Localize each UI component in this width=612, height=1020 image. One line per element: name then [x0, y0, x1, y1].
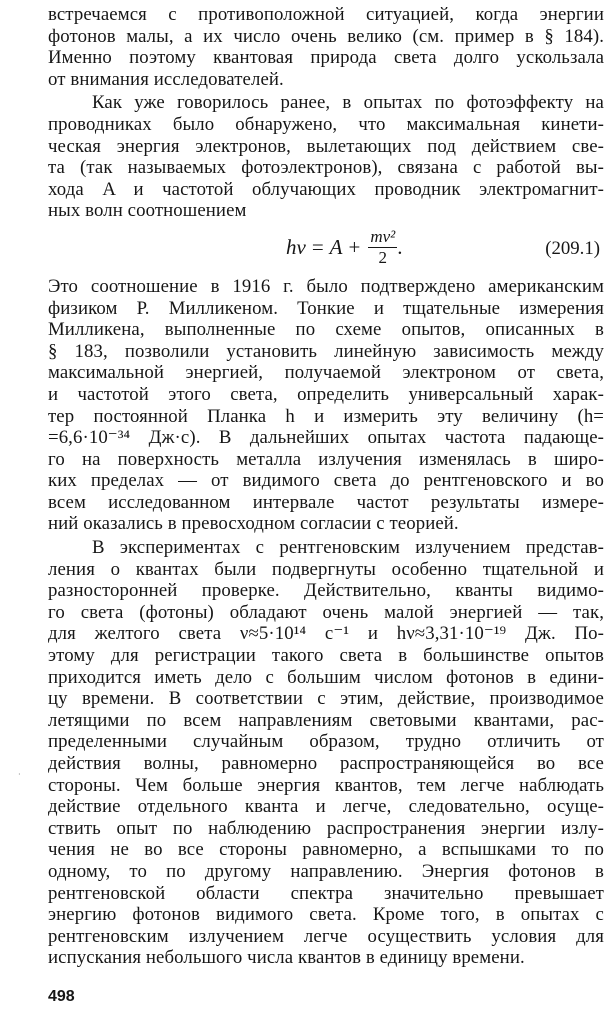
text-line: тер постоянной Планка h и измерить эту величину (h= — [48, 405, 604, 427]
text-line: хода A и частотой облучающих проводник электромагнит- — [48, 178, 604, 200]
paragraph-2 — [48, 92, 604, 222]
text-line: фотонов малы, а их число очень велико (см. пример в § 184). — [48, 25, 604, 47]
text-line: ствить опыт по наблюдению распространения энергии излу- — [48, 817, 604, 839]
margin-speck: · — [18, 770, 21, 779]
equation-block — [48, 222, 604, 276]
paragraph-3 — [48, 276, 604, 535]
text-line: энергию фотонов видимого света. Кроме того, в опытах с — [48, 904, 604, 926]
equation — [286, 228, 403, 267]
equation-term: A — [329, 234, 343, 259]
text-line: го света (фотоны) обладают очень малой энергией — так, — [48, 601, 604, 623]
equation-fraction — [368, 228, 397, 267]
text-line: § 183, позволили установить линейную зависимость между — [48, 340, 604, 362]
text-line: Именно поэтому квантовая природа света долго ускользала — [48, 47, 604, 69]
text-line: проводниках было обнаружено, что максимальная кинети- — [48, 113, 604, 135]
text-line: от внимания исследователей. — [48, 68, 284, 90]
text-line: го на поверхность металла излучения изменялась в широ- — [48, 448, 604, 470]
text-line: Это соотношение в 1916 г. было подтверждено американским — [48, 275, 604, 297]
text-line: испускания небольшого числа квантов в единицу времени. — [48, 947, 525, 969]
text-line: встречаемся с противоположной ситуацией, когда энергии — [48, 4, 604, 25]
equation-number: (209.1) — [545, 237, 600, 259]
text-line: максимальной энергией, получаемой электроном от света, — [48, 362, 604, 384]
text-line: ления о квантах были подвергнуты особенно тщательной и — [48, 558, 604, 580]
fraction-numerator: mv² — [370, 226, 396, 246]
text-line: одному, то по другому направлению. Энергия фотонов в — [48, 860, 604, 882]
equation-period: . — [397, 234, 403, 259]
text-line: физиком Р. Милликеном. Тонкие и тщательные измерения — [48, 297, 604, 319]
text-line: всем исследованном интервале частот результаты измере- — [48, 491, 604, 513]
text-line: действие отдельного кванта и легче, следовательно, осуще- — [48, 796, 604, 818]
text-line: чения не во все стороны равномерно, а вспышками то по — [48, 839, 604, 861]
text-line: В экспериментах с рентгеновским излучением представ- — [92, 537, 604, 559]
text-line: цу времени. В соответствии с этим, действие, производимое — [48, 688, 604, 710]
text-line: Милликена, выполненные по схеме опытов, описанных в — [48, 319, 604, 341]
text-line: ний оказались в превосходном согласии с теорией. — [48, 513, 459, 535]
text-line: летящими по всем направлениям световыми квантами, рас- — [48, 709, 604, 731]
text-line: ных волн соотношением — [48, 200, 247, 222]
text-line: ких пределах — от видимого света до рентгеновского и во — [48, 470, 604, 492]
equation-plus: + — [348, 234, 361, 259]
text-line: разносторонней проверке. Действительно, кванты видимо- — [48, 580, 604, 602]
text-line: рентгеновской области спектра значительно превышает — [48, 882, 604, 904]
text-line: этому для регистрации такого света в большинстве опытов — [48, 645, 604, 667]
text-line: действия волны, равномерно распространяющейся во все — [48, 753, 604, 774]
equation-equals: = — [311, 234, 324, 259]
text-line: =6,6·10⁻³⁴ Дж·с). В дальнейших опытах частота падающе- — [48, 427, 604, 449]
page-number: 498 — [48, 988, 75, 1005]
text-line: для желтого света ν≈5·10¹⁴ с⁻¹ и hν≈3,31·10⁻¹⁹ Дж. По- — [48, 623, 604, 645]
text-line: ческая энергия электронов, вылетающих под действием све- — [48, 135, 604, 157]
text-line: рентгеновским излучением легче осуществить условия для — [48, 925, 604, 947]
text-line: та (так называемых фотоэлектронов), связана с работой вы- — [48, 157, 604, 179]
text-line: и частотой этого света, определить универсальный харак- — [48, 383, 604, 405]
paragraph-4 — [48, 537, 604, 969]
text-line: пределенными случайным образом, трудно отличить от — [48, 731, 604, 753]
text-line: Как уже говорилось ранее, в опытах по фотоэффекту на — [92, 92, 604, 114]
paragraph-1 — [48, 4, 604, 90]
text-line: стороны. Чем больше энергия квантов, тем легче наблюдать — [48, 774, 604, 796]
page-body — [48, 4, 604, 969]
fraction-denominator: 2 — [378, 247, 388, 267]
equation-lhs: hν — [286, 234, 306, 259]
text-line: приходится иметь дело с большим числом фотонов в едини- — [48, 666, 604, 688]
